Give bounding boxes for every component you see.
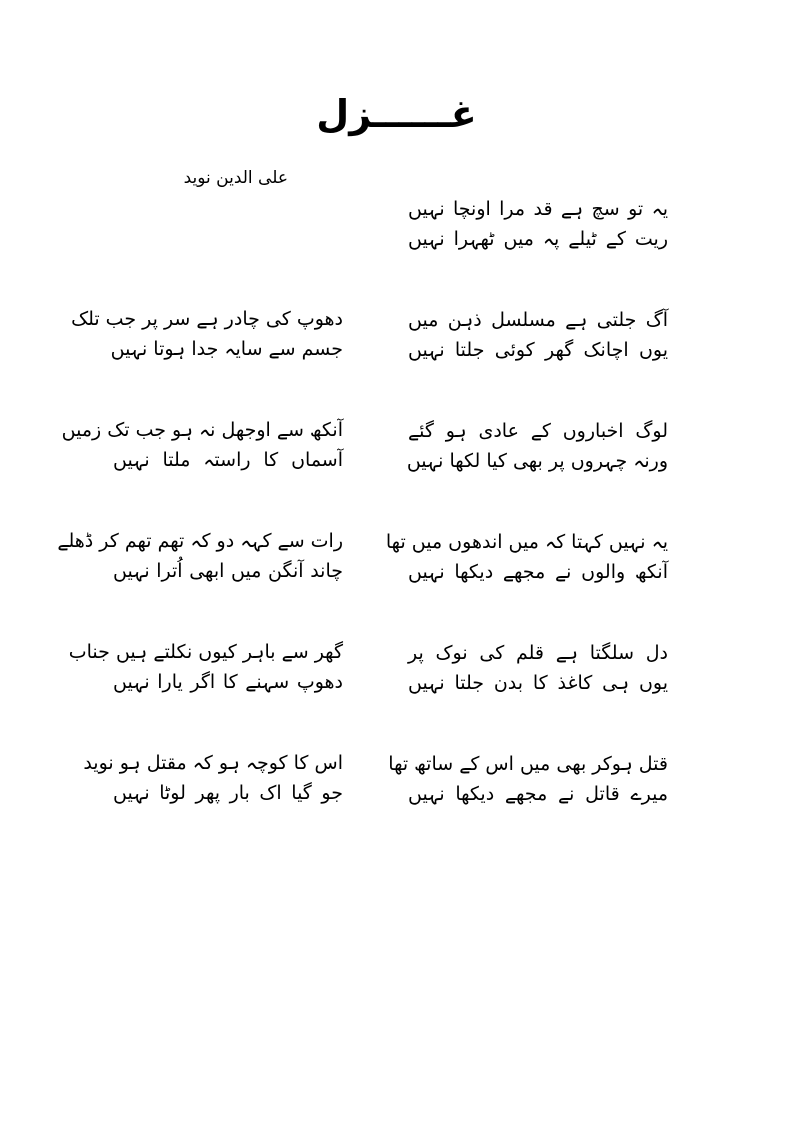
verse-line: ریت کے ٹیلے پہ میں ٹھہرا نہیں	[408, 228, 668, 250]
verse-line: یوں اچانک گھر کوئی جلتا نہیں	[408, 339, 668, 361]
verse-line: ورنہ چہروں پر بھی کیا لکھا نہیں	[406, 450, 668, 472]
couplet	[408, 307, 668, 418]
couplet	[61, 417, 343, 528]
verse-line: لوگ اخباروں کے عادی ہو گئے	[408, 420, 668, 442]
verse-line: قتل ہوکر بھی میں اس کے ساتھ تھا	[388, 753, 668, 775]
verse-line: دل سلگتا ہے قلم کی نوک پر	[408, 642, 668, 664]
couplet	[71, 306, 343, 417]
verse-line: یہ نہیں کہتا کہ میں اندھوں میں تھا	[385, 531, 668, 553]
verse-line: چاند آنگن میں ابھی اُترا نہیں	[113, 560, 343, 582]
page-title: غــــــزل	[316, 92, 477, 136]
verse-line: دھوپ کی چادر ہے سر پر جب تلک	[71, 308, 343, 330]
verse-line: جو گیا اک بار پھر لوٹا نہیں	[113, 782, 343, 804]
couplet	[408, 196, 668, 307]
right-column	[385, 196, 668, 862]
verse-line: میرے قاتل نے مجھے دیکھا نہیں	[408, 783, 668, 805]
verse-line: دھوپ سہنے کا اگر یارا نہیں	[113, 671, 343, 693]
verse-line: گھر سے باہر کیوں نکلتے ہیں جناب	[68, 641, 343, 663]
verse-line: رات سے کہہ دو کہ تھم تھم کر ڈھلے	[57, 530, 343, 552]
couplet	[408, 418, 668, 529]
poet-name: علی الدین نوید	[183, 168, 288, 188]
verse-line: آگ جلتی ہے مسلسل ذہن میں	[408, 309, 668, 331]
verse-line: جسم سے سایہ جدا ہوتا نہیں	[110, 338, 343, 360]
couplet	[83, 750, 343, 861]
verse-line: یوں ہی کاغذ کا بدن جلتا نہیں	[408, 672, 668, 694]
verse-line: اس کا کوچہ ہو کہ مقتل ہو نوید	[83, 752, 343, 774]
couplet	[57, 528, 343, 639]
couplet	[68, 639, 343, 750]
verse-line: آنکھ والوں نے مجھے دیکھا نہیں	[408, 561, 668, 583]
couplet	[408, 640, 668, 751]
couplet	[388, 751, 668, 862]
verse-line: آسماں کا راستہ ملتا نہیں	[113, 449, 343, 471]
verse-line: یہ تو سچ ہے قد مرا اونچا نہیں	[408, 198, 668, 220]
left-column	[57, 306, 343, 861]
verse-line: آنکھ سے اوجھل نہ ہو جب تک زمیں	[61, 419, 343, 441]
couplet	[385, 529, 668, 640]
